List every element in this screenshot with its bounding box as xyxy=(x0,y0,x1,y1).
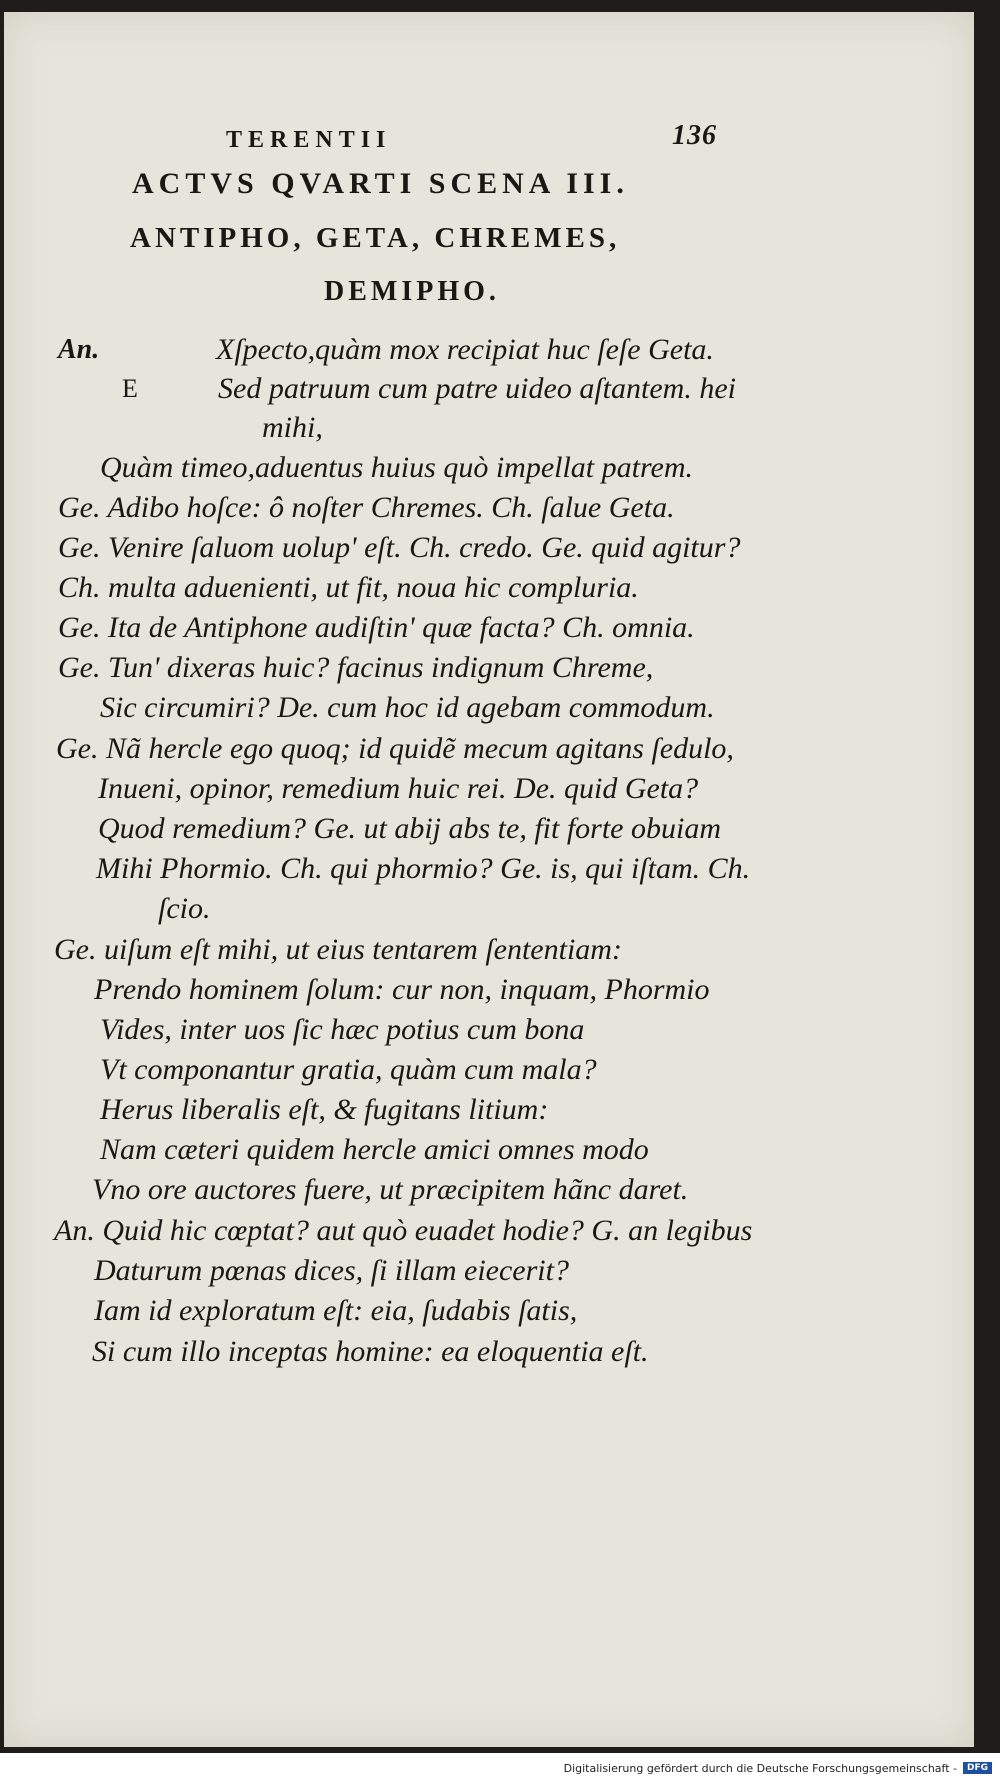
verse-line: Prendo hominem ſolum: cur non, inquam, Phormio xyxy=(94,973,710,1006)
running-title: TERENTII xyxy=(226,127,392,153)
verse-line: Mihi Phormio. Ch. qui phormio? Ge. is, qui iſtam. Ch. xyxy=(96,852,751,885)
verse-line: Ge. Tun' dixeras huic? facinus indignum Chreme, xyxy=(58,651,654,684)
verse-line: Herus liberalis eſt, & fugitans litium: xyxy=(100,1093,549,1126)
verse-line: Vides, inter uos ſic hæc potius cum bona xyxy=(100,1013,585,1046)
verse-line: An. Quid hic cœptat? aut quò euadet hodie? G. an legibus xyxy=(54,1214,753,1247)
verse-line: Ge. Ita de Antiphone audiſtin' quæ facta? Ch. omnia. xyxy=(58,611,695,644)
verse-line: Sed patruum cum patre uideo aſtantem. hei xyxy=(218,372,736,405)
verse-line: Daturum pœnas dices, ſi illam eiecerit? xyxy=(94,1254,569,1287)
verse-line: Inueni, opinor, remedium huic rei. De. quid Geta? xyxy=(98,772,699,805)
page-number: 136 xyxy=(672,120,717,151)
digitization-credit-bar xyxy=(0,1753,1000,1783)
verse-line: Vno ore auctores fuere, ut præcipitem hãnc daret. xyxy=(92,1173,689,1206)
dfg-logo: DFG xyxy=(963,1762,992,1774)
verse-line: Xſpecto,quàm mox recipiat huc ſeſe Geta. xyxy=(216,333,714,366)
digitization-credit: Digitalisierung gefördert durch die Deutsche Forschungsgemeinschaft - xyxy=(563,1761,957,1775)
verse-line: mihi, xyxy=(262,411,323,444)
verse-line: Ge. Nã hercle ego quoq; id quidẽ mecum agitans ſedulo, xyxy=(56,732,734,765)
verse-line: Quàm timeo,aduentus huius quò impellat patrem. xyxy=(100,451,694,484)
characters-heading-2: DEMIPHO. xyxy=(324,276,500,307)
verse-line: Si cum illo inceptas homine: ea eloquentia eſt. xyxy=(92,1335,649,1368)
act-scene-heading: ACTVS QVARTI SCENA III. xyxy=(132,167,629,200)
verse-line: Vt componantur gratia, quàm cum mala? xyxy=(100,1053,597,1086)
verse-line: Quod remedium? Ge. ut abij abs te, fit forte obuiam xyxy=(98,812,721,845)
drop-initial: E xyxy=(122,374,138,403)
verse-line: ſcio. xyxy=(158,892,211,925)
verse-line: Ge. Adibo hoſce: ô noſter Chremes. Ch. ſalue Geta. xyxy=(58,491,675,524)
verse-line: Nam cæteri quidem hercle amici omnes modo xyxy=(100,1133,649,1166)
verse-line: Ch. multa aduenienti, ut fit, noua hic compluria. xyxy=(58,571,639,604)
verse-line: Iam id exploratum eſt: eia, ſudabis ſatis, xyxy=(94,1294,578,1327)
verse-line: Ge. Venire ſaluom uolup' eſt. Ch. credo. Ge. quid agitur? xyxy=(58,531,741,564)
verse-line: Ge. uiſum eſt mihi, ut eius tentarem ſententiam: xyxy=(54,933,622,966)
speaker-label: An. xyxy=(58,334,100,365)
characters-heading-1: ANTIPHO, GETA, CHREMES, xyxy=(130,222,621,254)
verse-line: Sic circumiri? De. cum hoc id agebam commodum. xyxy=(100,691,715,724)
